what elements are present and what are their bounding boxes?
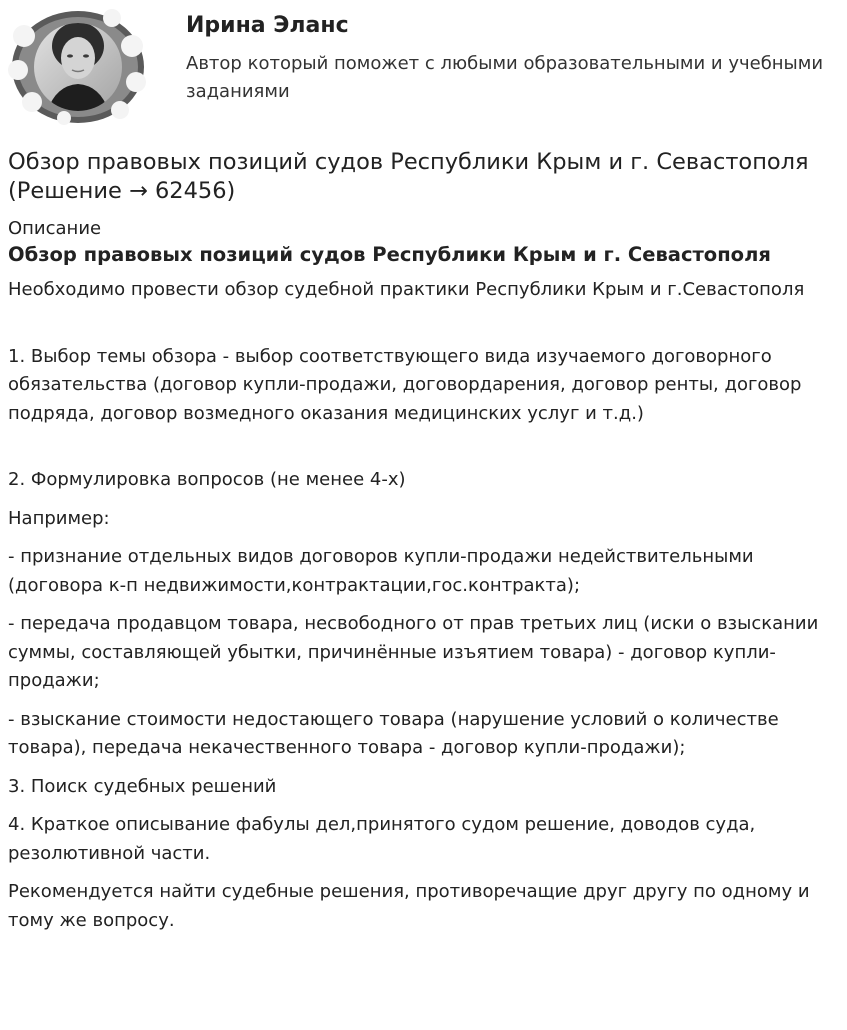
author-avatar[interactable] bbox=[6, 6, 152, 128]
spacer bbox=[8, 315, 840, 343]
spacer bbox=[8, 438, 840, 466]
paragraph-example-label: Например: bbox=[8, 507, 110, 529]
author-name[interactable]: Ирина Эланс bbox=[186, 13, 349, 38]
description-section bbox=[8, 216, 840, 945]
page-title: Обзор правовых позиций судов Республики Крым и г. Севастополя (Решение → 62456) bbox=[8, 149, 809, 204]
description-heading: Обзор правовых позиций судов Республики Крым и г. Севастополя bbox=[8, 243, 771, 266]
paragraph-recommendation: Рекомендуется найти судебные решения, противоречащие друг другу по одному и тому же вопросу. bbox=[8, 881, 810, 931]
paragraph-step-1: 1. Выбор темы обзора - выбор соответствующего вида изучаемого договорного обязательства (договор купли-продажи, договордарения, договор ренты, договор подряда, договор возмедного оказания медицинских услуг и т.д.) bbox=[8, 345, 802, 424]
description-intro: Необходимо провести обзор судебной практики Республики Крым и г.Севастополя bbox=[8, 279, 805, 300]
paragraph-step-3: 3. Поиск судебных решений bbox=[8, 775, 277, 797]
description-label: Описание bbox=[8, 218, 102, 239]
paragraph-example-1: - признание отдельных видов договоров купли-продажи недействительными (договора к-п недвижимости,контрактации,гос.контракта); bbox=[8, 546, 754, 596]
paragraph-step-2: 2. Формулировка вопросов (не менее 4-х) bbox=[8, 469, 406, 490]
author-description: Автор который поможет с любыми образовательными и учебными заданиями bbox=[186, 53, 824, 102]
author-card bbox=[0, 0, 847, 135]
paragraph-example-3: - взыскание стоимости недостающего товара (нарушение условий о количестве товара), передача некачественного товара - договор купли-продажи); bbox=[8, 708, 779, 758]
paragraph-example-2: - передача продавцом товара, несвободного от прав третьих лиц (иски о взыскании суммы, составляющей убытки, причинённые изъятием товара) - договор купли-продажи; bbox=[8, 613, 819, 691]
paragraph-step-4: 4. Краткое описывание фабулы дел,принятого судом решение, доводов суда, резолютивной части. bbox=[8, 814, 756, 864]
